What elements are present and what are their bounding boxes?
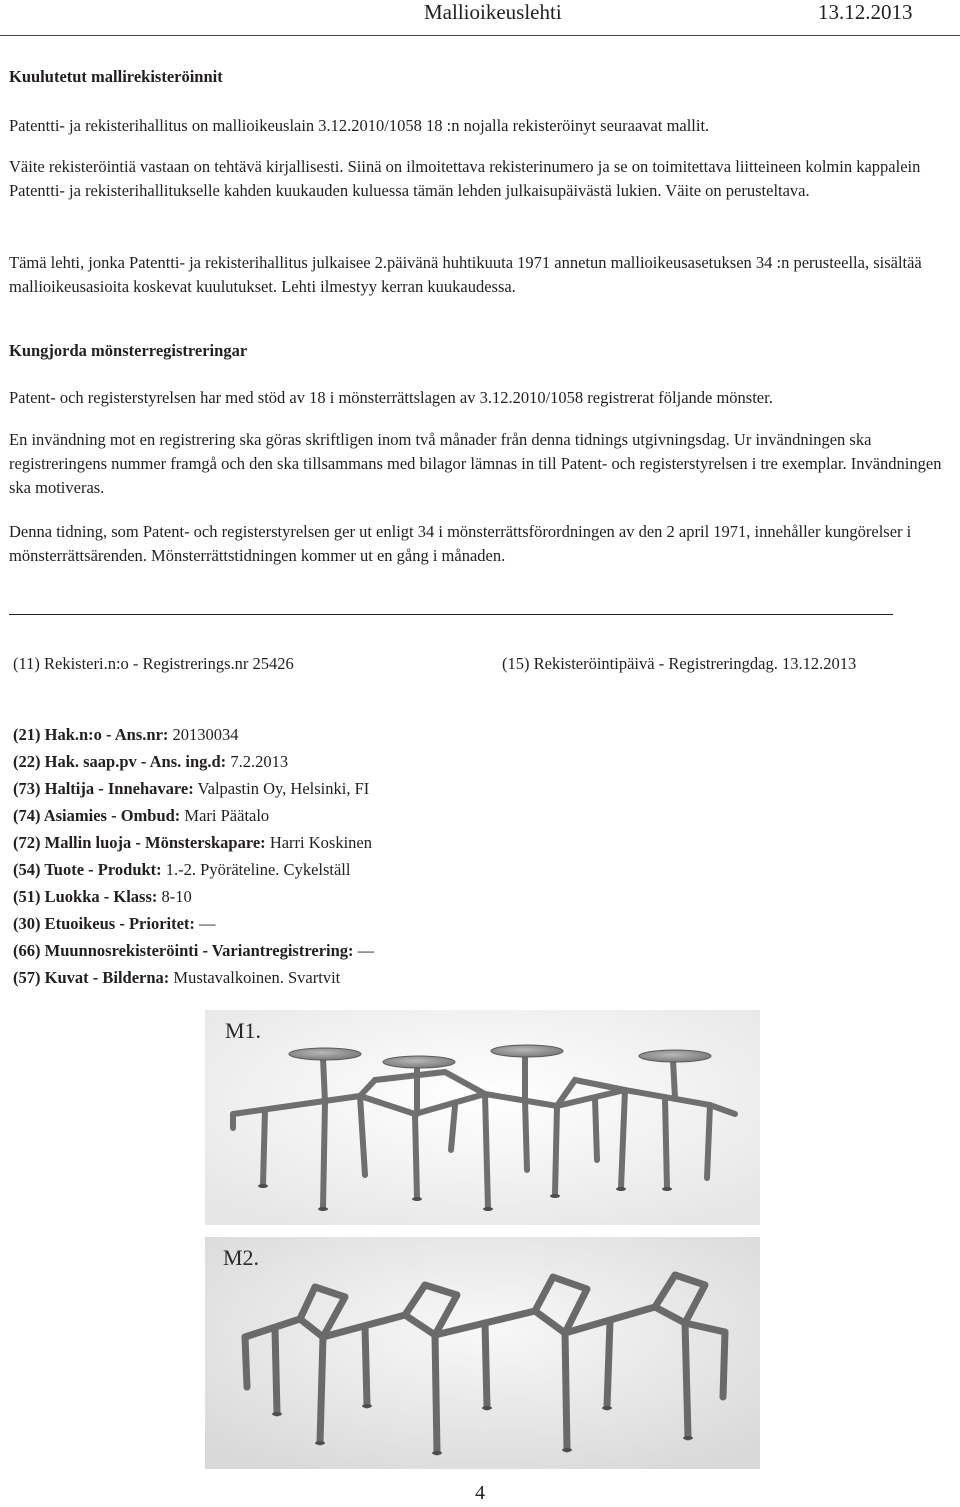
registration-date: (15) Rekisteröintipäivä - Registreringdag. 13.12.2013 [502, 654, 857, 673]
bib-value: — [194, 914, 216, 933]
bib-label: (21) Hak.n:o - Ans.nr: [13, 725, 169, 744]
bib-label: (22) Hak. saap.pv - Ans. ing.d: [13, 752, 227, 771]
bib-application-number [13, 724, 374, 751]
page-header [0, 0, 960, 38]
fi-paragraph-publication: Tämä lehti, jonka Patentti- ja rekisterihallitus julkaisee 2.päivänä huhtikuuta 1971 annetun mallioikeusasetuksen 34 :n perusteella, sisältää mallioikeusasioita koskevat kuulutukset. Lehti ilmestyy kerran kuukaudessa. [9, 253, 922, 296]
fi-section-heading: Kuulutetut mallirekisteröinnit [9, 67, 223, 86]
bib-product [13, 859, 374, 886]
figure-label-m2: M2. [223, 1245, 260, 1270]
bib-label: (74) Asiamies - Ombud: [13, 806, 181, 825]
issue-date: 13.12.2013 [818, 0, 913, 24]
bib-holder [13, 778, 374, 805]
figure-label-m1: M1. [225, 1018, 262, 1043]
bib-label: (73) Haltija - Innehavare: [13, 779, 194, 798]
bib-value: Harri Koskinen [265, 833, 372, 852]
header-rule [0, 35, 960, 36]
bib-designer [13, 832, 374, 859]
bib-agent [13, 805, 374, 832]
registration-number: (11) Rekisteri.n:o - Registrerings.nr 25426 [13, 654, 294, 673]
bib-class [13, 886, 374, 913]
bib-value: Mustavalkoinen. Svartvit [169, 968, 341, 987]
bib-value: 7.2.2013 [226, 752, 289, 771]
bib-label: (66) Muunnosrekisteröinti - Variantregistrering: [13, 941, 354, 960]
bib-priority [13, 913, 374, 940]
publication-title: Mallioikeuslehti [424, 0, 562, 24]
bib-value: 1.-2. Pyöräteline. Cykelställ [161, 860, 351, 879]
bib-value: — [353, 941, 375, 960]
bib-label: (51) Luokka - Klass: [13, 887, 158, 906]
fi-paragraph-intro: Patentti- ja rekisterihallitus on mallioikeuslain 3.12.2010/1058 18 :n nojalla rekisteröinyt seuraavat mallit. [9, 116, 710, 135]
bibliographic-data [13, 724, 374, 994]
sv-paragraph-objection: En invändning mot en registrering ska göras skriftligen inom två månader från denna tidnings utgivningsdag. Ur invändningen ska registreringens nummer framgå och den ska tillsammans med bilagor lämnas in till Patent- och registerstyrelsen i tre exemplar. Invändningen ska motiveras. [9, 430, 942, 497]
sv-paragraph-intro: Patent- och registerstyrelsen har med stöd av 18 i mönsterrättslagen av 3.12.2010/1058 registrerat följande mönster. [9, 388, 773, 407]
bib-value: 8-10 [157, 887, 192, 906]
sv-section-heading: Kungjorda mönsterregistreringar [9, 341, 248, 360]
sv-paragraph-publication: Denna tidning, som Patent- och registerstyrelsen ger ut enligt 34 i mönsterrättsförordningen av den 2 april 1971, innehåller kungörelser i mönsterrättsärenden. Mönsterrättstidningen kommer ut en gång i månaden. [9, 522, 912, 565]
fi-paragraph-objection: Väite rekisteröintiä vastaan on tehtävä kirjallisesti. Siinä on ilmoitettava rekisterinumero ja se on toimitettava liitteineen kolmin kappalein Patentti- ja rekisterihallitukselle kahden kuukauden kuluessa tämän lehden julkaisupäivästä lukien. Väite on perusteltava. [9, 157, 921, 200]
bib-label: (54) Tuote - Produkt: [13, 860, 162, 879]
bib-images [13, 967, 374, 994]
bib-label: (57) Kuvat - Bilderna: [13, 968, 170, 987]
section-divider [9, 614, 893, 615]
bib-label: (30) Etuoikeus - Prioritet: [13, 914, 195, 933]
bib-variant-registration [13, 940, 374, 967]
bib-value: 20130034 [168, 725, 239, 744]
bib-value: Valpastin Oy, Helsinki, FI [193, 779, 370, 798]
bike-rack-m1-image [205, 1010, 760, 1225]
design-figure-m1 [205, 1010, 760, 1225]
bike-rack-m2-image [205, 1237, 760, 1469]
bib-filing-date [13, 751, 374, 778]
bib-label: (72) Mallin luoja - Mönsterskapare: [13, 833, 266, 852]
page-number: 4 [475, 1482, 485, 1504]
design-figure-m2 [205, 1237, 760, 1469]
bib-value: Mari Päätalo [180, 806, 270, 825]
